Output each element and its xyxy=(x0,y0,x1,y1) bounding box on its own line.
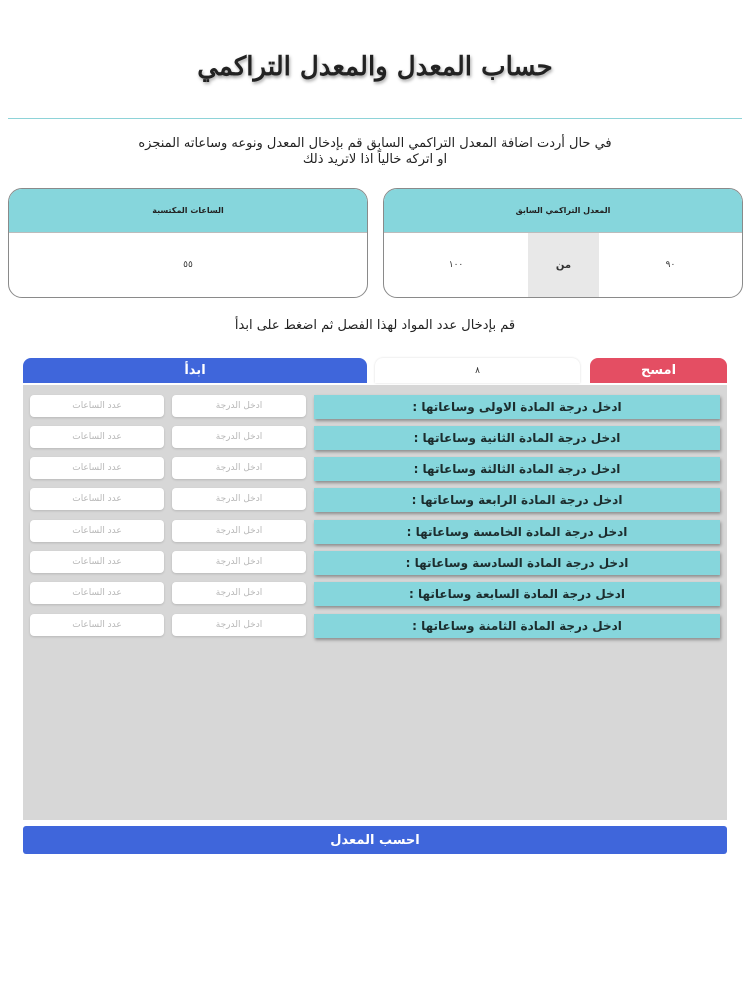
subject-hours-input[interactable]: عدد الساعات xyxy=(30,457,164,479)
subject-hours-input[interactable]: عدد الساعات xyxy=(30,488,164,510)
earned-hours-header: الساعات المكتسبة xyxy=(9,189,367,233)
subject-label: ادخل درجة المادة السابعة وساعاتها : xyxy=(314,582,720,606)
clear-button[interactable]: امسح xyxy=(590,358,727,383)
subject-grade-input[interactable]: ادخل الدرجة xyxy=(172,582,306,604)
subject-row xyxy=(23,426,727,450)
previous-gpa-header: المعدل التراكمي السابق xyxy=(384,189,742,233)
subject-label: ادخل درجة المادة الاولى وساعاتها : xyxy=(314,395,720,419)
intro-line-1: في حال أردت اضافة المعدل التراكمي السابق قم بإدخال المعدل ونوعه وساعاته المنجزه xyxy=(138,136,612,151)
subject-grade-input[interactable]: ادخل الدرجة xyxy=(172,457,306,479)
subjects-panel xyxy=(23,385,727,820)
intro-text xyxy=(100,136,650,168)
subject-label: ادخل درجة المادة الخامسة وساعاتها : xyxy=(314,520,720,544)
calculate-button[interactable]: احسب المعدل xyxy=(23,826,727,854)
instruction-text: قم بإدخال عدد المواد لهذا الفصل ثم اضغط على ابدأ xyxy=(234,318,516,333)
earned-hours-card xyxy=(8,188,368,298)
subject-label: ادخل درجة المادة الرابعة وساعاتها : xyxy=(314,488,720,512)
subject-label: ادخل درجة المادة السادسة وساعاتها : xyxy=(314,551,720,575)
title-divider xyxy=(8,118,742,119)
subject-hours-input[interactable]: عدد الساعات xyxy=(30,551,164,573)
page-title: حساب المعدل والمعدل التراكمي xyxy=(197,52,553,82)
subject-label: ادخل درجة المادة الثانية وساعاتها : xyxy=(314,426,720,450)
subject-count-value: ٨ xyxy=(475,365,480,376)
gpa-type-value: من xyxy=(555,259,572,271)
subject-row xyxy=(23,520,727,544)
gpa-value-input[interactable] xyxy=(599,233,742,297)
previous-gpa-card xyxy=(383,188,743,298)
earned-hours-input[interactable] xyxy=(9,233,367,297)
gpa-type-select[interactable] xyxy=(528,233,599,297)
subject-label: ادخل درجة المادة الثامنة وساعاتها : xyxy=(314,614,720,638)
subject-grade-input[interactable]: ادخل الدرجة xyxy=(172,551,306,573)
gpa-value: ٩٠ xyxy=(665,260,676,270)
subject-row xyxy=(23,614,727,638)
subject-hours-input[interactable]: عدد الساعات xyxy=(30,520,164,542)
subject-grade-input[interactable]: ادخل الدرجة xyxy=(172,520,306,542)
subject-row xyxy=(23,457,727,481)
subject-hours-input[interactable]: عدد الساعات xyxy=(30,426,164,448)
gpa-scale-value: ١٠٠ xyxy=(448,260,464,270)
subject-grade-input[interactable]: ادخل الدرجة xyxy=(172,426,306,448)
subject-row xyxy=(23,488,727,512)
subject-row xyxy=(23,551,727,575)
subject-hours-input[interactable]: عدد الساعات xyxy=(30,614,164,636)
earned-hours-value: ٥٥ xyxy=(183,260,193,270)
subject-grade-input[interactable]: ادخل الدرجة xyxy=(172,614,306,636)
gpa-scale-input[interactable] xyxy=(384,233,528,297)
subject-grade-input[interactable]: ادخل الدرجة xyxy=(172,395,306,417)
subject-row xyxy=(23,395,727,419)
subject-hours-input[interactable]: عدد الساعات xyxy=(30,395,164,417)
subject-hours-input[interactable]: عدد الساعات xyxy=(30,582,164,604)
subject-grade-input[interactable]: ادخل الدرجة xyxy=(172,488,306,510)
subject-row xyxy=(23,582,727,606)
start-button[interactable]: ابدأ xyxy=(23,358,367,383)
intro-line-2: او اتركه خالياً اذا لاتريد ذلك xyxy=(302,152,448,167)
subject-label: ادخل درجة المادة الثالثة وساعاتها : xyxy=(314,457,720,481)
subject-count-input[interactable] xyxy=(375,358,580,383)
